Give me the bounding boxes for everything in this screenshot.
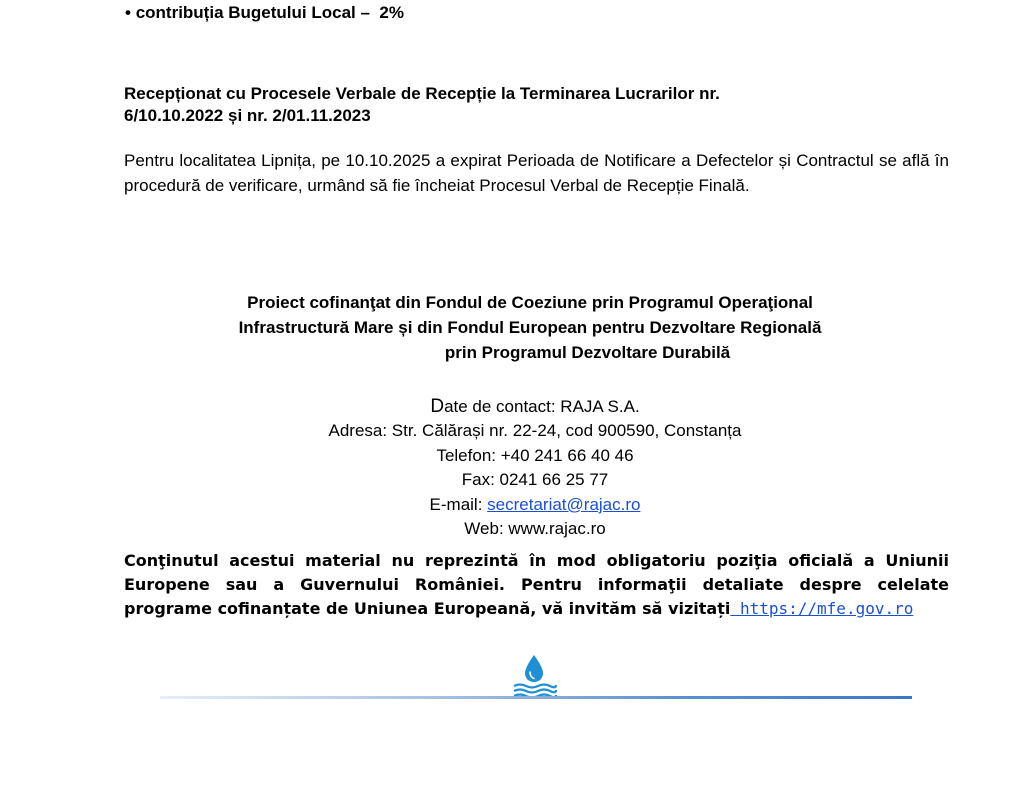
- contact-address: Adresa: Str. Călărași nr. 22-24, cod 900590, Constanța: [328, 421, 742, 441]
- project-funding-statement: [150, 290, 910, 365]
- contact-fax: Fax: 0241 66 25 77: [461, 470, 609, 490]
- wave-line-1: [514, 685, 556, 688]
- reception-title: [124, 83, 884, 127]
- project-line-2: Infrastructură Mare și din Fondul European pentru Dezvoltare Regională: [238, 318, 822, 337]
- disclaimer-link[interactable]: https://mfe.gov.ro: [730, 599, 914, 618]
- reception-title-line-1: Recepționat cu Procesele Verbale de Recepție la Terminarea Lucrarilor nr.: [124, 84, 720, 103]
- disclaimer: [124, 549, 949, 621]
- footer-divider: [160, 696, 912, 699]
- contact-heading-first-letter: D: [430, 396, 445, 417]
- wave-line-2: [514, 690, 556, 693]
- water-drop-logo-svg: [510, 653, 558, 699]
- bullet-line: [125, 3, 404, 23]
- reception-title-line-2: 6/10.10.2022 și nr. 2/01.11.2023: [124, 106, 371, 125]
- contact-email-link[interactable]: secretariat@rajac.ro: [487, 494, 641, 514]
- reception-body: Pentru localitatea Lipnița, pe 10.10.2025 a expirat Perioada de Notificare a Defectelor și Contractul se află în procedură de verificare, urmând să fie încheiat Procesul Verbal de Recepție Finală.: [124, 151, 949, 195]
- disclaimer-text: Conţinutul acestui material nu reprezintă în mod obligatoriu poziţia oficială a Uniunii Europene sau a Guvernului României. Pentru informaţii detaliate despre celelate programe cofinanțate de Uniunea Europeană, vă invităm să vizitați: [124, 551, 949, 618]
- project-line-1: Proiect cofinanţat din Fondul de Coeziune prin Programul Operaţional: [247, 293, 813, 312]
- bullet-marker: •: [125, 3, 131, 22]
- contact-phone: Telefon: +40 241 66 40 46: [436, 445, 634, 465]
- contact-email-label: E-mail:: [429, 494, 488, 514]
- contact-heading: [235, 395, 835, 419]
- bullet-text: contribuția Bugetului Local – 2%: [135, 3, 404, 22]
- contact-email-line: [235, 493, 835, 517]
- contact-details: [235, 395, 835, 541]
- contact-heading-rest: ate de contact: RAJA S.A.: [444, 397, 640, 416]
- water-drop-icon: [510, 653, 558, 699]
- contact-web: Web: www.rajac.ro: [464, 519, 606, 539]
- project-line-3: prin Programul Dezvoltare Durabilă: [444, 343, 731, 362]
